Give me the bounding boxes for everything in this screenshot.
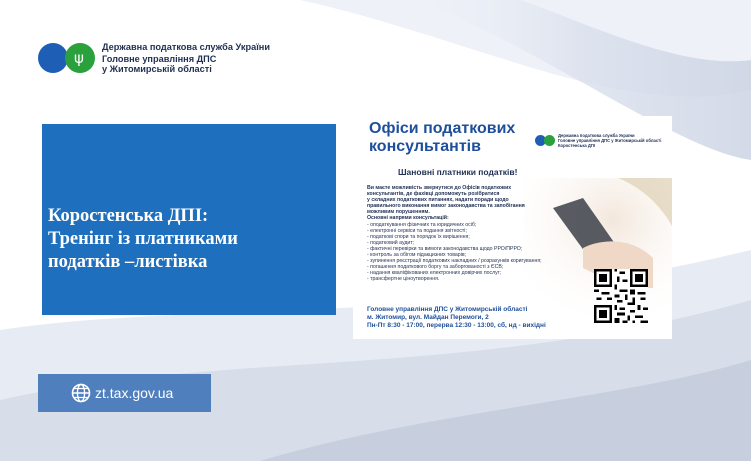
website-link-button[interactable] xyxy=(38,374,211,412)
leaflet-logo-line-3: Коростенська ДПІ xyxy=(558,143,596,148)
direction-item: - трансфертне ціноутворення. xyxy=(367,276,440,283)
address-line-2: м. Житомир, вул. Майдан Перемоги, 2 xyxy=(367,314,489,321)
direction-item: - зупинення реєстрації податкових накладних / розрахунків коригування; xyxy=(367,258,542,265)
trident-icon: ψ xyxy=(74,49,84,67)
direction-item: - погашення податкового боргу та заборгованості з ЄСВ; xyxy=(367,264,504,271)
leaflet-address xyxy=(367,306,607,330)
direction-item: - електронні сервіси та подання звітності; xyxy=(367,227,467,234)
direction-item: - фактичні перевірки та вимоги законодавства щодо РРО/ПРРО; xyxy=(367,245,523,252)
logo-line-3: у Житомирській області xyxy=(102,64,212,74)
leaflet-body xyxy=(367,185,577,283)
logo-line-1: Державна податкова служба України xyxy=(102,42,270,52)
leaflet-logo-line-2: Головне управління ДПС у Житомирській області xyxy=(558,138,662,143)
title-line-2: Тренінг із платниками xyxy=(48,229,238,249)
intro-line: консультантів, де фахівці допоможуть розібратися xyxy=(367,191,500,198)
intro-line: Ви маєте можливість звернутися до Офісів податкових xyxy=(367,185,512,191)
leaflet-logo-line-1: Державна податкова служба України xyxy=(558,133,635,138)
logo-blue-circle xyxy=(38,43,68,73)
address-line-1: Головне управління ДПС у Житомирській області xyxy=(367,306,528,313)
direction-item: - оподаткування фізичних та юридичних осіб; xyxy=(367,221,477,228)
intro-line: правильного виконання вимог законодавства та запобігання xyxy=(367,203,525,210)
direction-item: - податкові спори та порядок їх вирішення; xyxy=(367,233,470,240)
logo-line-2: Головне управління ДПС xyxy=(102,54,217,64)
dps-logo xyxy=(38,40,338,80)
intro-line: у складних податкових питаннях, надати поради щодо xyxy=(367,197,509,204)
leaflet-logo-green-circle xyxy=(544,135,555,146)
title-box xyxy=(42,124,336,315)
intro-line: можливим порушенням. xyxy=(367,209,430,216)
directions-heading: Основні напрями консультацій: xyxy=(367,215,449,222)
leaflet-greeting: Шановні платники податків! xyxy=(398,167,518,177)
leaflet-title-line-1: Офіси податкових xyxy=(369,120,516,137)
leaflet-image xyxy=(353,116,672,339)
leaflet-title-line-2: консультантів xyxy=(369,138,481,155)
direction-item: - контроль за обігом підакцизних товарів; xyxy=(367,252,467,259)
slide-title xyxy=(48,205,333,274)
website-url[interactable]: zt.tax.gov.ua xyxy=(95,385,174,401)
leaflet-logo xyxy=(535,133,670,153)
title-line-3: податків –листівка xyxy=(48,252,208,272)
direction-item: - податковий аудит; xyxy=(367,239,415,246)
title-line-1: Коростенська ДПІ: xyxy=(48,206,209,226)
leaflet-title xyxy=(369,120,539,156)
direction-item: - надання кваліфікованих електронних довірчих послуг; xyxy=(367,270,502,277)
address-line-3: Пн-Пт 8:30 - 17:00, перерва 12:30 - 13:00, сб, нд - вихідні xyxy=(367,322,546,329)
globe-icon xyxy=(71,383,91,403)
